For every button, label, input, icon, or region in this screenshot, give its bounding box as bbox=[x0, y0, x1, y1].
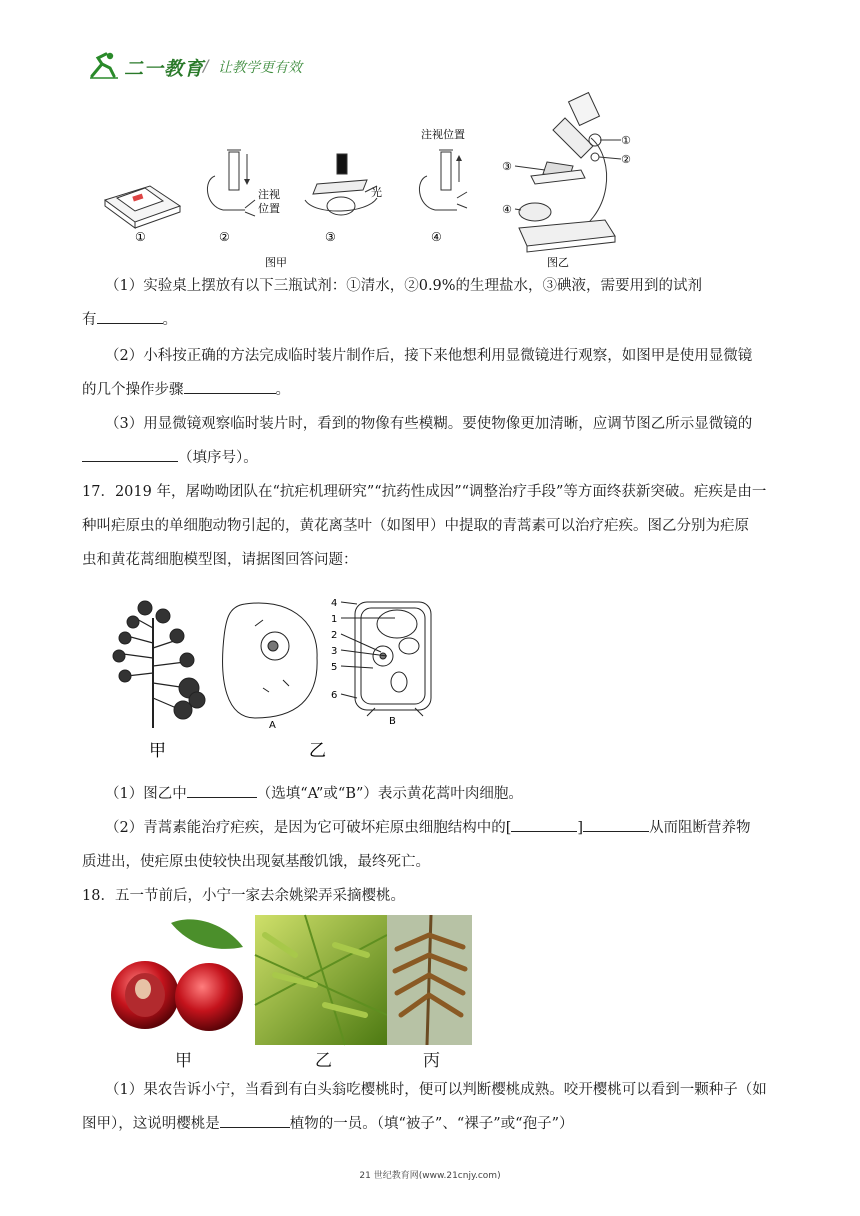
answer-blank[interactable] bbox=[187, 779, 257, 798]
answer-blank[interactable] bbox=[97, 305, 163, 324]
q18-line1: 18．五一节前后，小宁一家去余姚梁弄采摘樱桃。 bbox=[82, 888, 405, 904]
brand-name: 二一教育 bbox=[124, 58, 205, 80]
q17-part2-line1: （2）青蒿素能治疗疟疾，是因为它可破坏疟原虫细胞结构中的[ ] 从而阻断营养物 bbox=[105, 812, 825, 845]
cell-label: 3 bbox=[331, 646, 338, 657]
cell-b-illustration bbox=[355, 602, 431, 716]
figure-label-yi: 乙 bbox=[309, 741, 326, 761]
q17-part1: （1）图乙中 （选填“A”或“B”）表示黄花蒿叶肉细胞。 bbox=[105, 778, 825, 811]
cell-label: 5 bbox=[331, 662, 338, 673]
q17-part2-line2: 质进出，使疟原虫使较快出现氨基酸饥饿，最终死亡。 bbox=[82, 854, 430, 870]
q16-part1-line1: （1）实验桌上摆放有以下三瓶试剂：①清水，②0.9%的生理盐水，③碘液，需要用到的试剂 bbox=[105, 278, 703, 294]
q18-part1-line1: （1）果农告诉小宁，当看到有白头翁吃樱桃时，便可以判断樱桃成熟。咬开樱桃可以看到一颗种子（如 bbox=[105, 1082, 767, 1098]
microscope-callout: ① bbox=[621, 134, 631, 147]
microscope-callout: ③ bbox=[502, 160, 512, 173]
cell-label: 1 bbox=[331, 614, 338, 625]
light-label: 光 bbox=[371, 186, 382, 199]
figure-caption-jia: 图甲 bbox=[265, 256, 287, 269]
cell-label: 4 bbox=[331, 598, 338, 609]
brand-slogan: 让教学更有效 bbox=[218, 60, 302, 76]
step1-slide-illustration bbox=[105, 186, 180, 228]
q16-part2-line1: （2）小科按正确的方法完成临时装片制作后，接下来他想利用显微镜进行观察，如图甲是使用显微镜 bbox=[105, 348, 753, 364]
fern-photo bbox=[255, 915, 387, 1045]
step-number: ④ bbox=[431, 230, 442, 244]
plant-photos bbox=[105, 915, 472, 1045]
microscope-figure bbox=[95, 88, 631, 273]
q16-part3-line2: （填序号）。 bbox=[82, 442, 802, 475]
cell-a-illustration bbox=[223, 603, 318, 718]
answer-blank[interactable] bbox=[220, 1109, 290, 1128]
watch-position-top-label: 注视位置 bbox=[421, 128, 465, 141]
microscope-callout: ② bbox=[621, 153, 631, 166]
step4-focus-illustration bbox=[419, 150, 467, 210]
answer-blank[interactable] bbox=[82, 443, 178, 462]
cell-label: 6 bbox=[331, 690, 338, 701]
q16-part1-line2: 有 。 bbox=[82, 304, 802, 337]
cell-figure bbox=[105, 588, 445, 768]
cell-a-letter: A bbox=[269, 720, 276, 731]
fern-underside-photo bbox=[387, 915, 472, 1045]
microscope-illustration bbox=[519, 93, 615, 252]
artemisia-plant-illustration bbox=[113, 601, 205, 728]
q17-line1: 17．2019 年，屠呦呦团队在“抗疟机理研究”“抗药性成因”“调整治疗手段”等方面终获新突破。疟疾是由一 bbox=[82, 484, 767, 500]
figure-caption-yi: 图乙 bbox=[547, 256, 569, 269]
photo-labels bbox=[105, 1046, 472, 1070]
step-number: ① bbox=[135, 230, 146, 244]
watch-position-label: 位置 bbox=[258, 202, 280, 215]
step-number: ② bbox=[219, 230, 230, 244]
q18-photos bbox=[105, 915, 472, 1045]
answer-blank[interactable] bbox=[511, 813, 577, 832]
step2-focus-illustration bbox=[207, 150, 255, 216]
cell-label: 2 bbox=[331, 630, 338, 641]
answer-blank[interactable] bbox=[184, 375, 276, 394]
step-number: ③ bbox=[325, 230, 336, 244]
cell-b-letter: B bbox=[389, 716, 396, 727]
microscope-callout: ④ bbox=[502, 203, 512, 216]
q18-part1-line2: 图甲），这说明樱桃是 植物的一员。（填“被子”、“裸子”或“孢子”） bbox=[82, 1108, 822, 1141]
figure-label-jia: 甲 bbox=[149, 741, 166, 761]
q17-line2: 种叫疟原虫的单细胞动物引起的，黄花离茎叶（如图甲）中提取的青蒿素可以治疗疟疾。图乙分别为疟原 bbox=[82, 518, 749, 534]
photo-label-jia: 甲 bbox=[175, 1051, 192, 1071]
runner-logo-icon bbox=[88, 50, 122, 80]
cherry-photo bbox=[105, 915, 255, 1045]
watch-position-label: 注视 bbox=[258, 188, 280, 201]
q17-line3: 虫和黄花蒿细胞模型图，请据图回答问题： bbox=[82, 552, 358, 568]
answer-blank[interactable] bbox=[583, 813, 649, 832]
page-footer: 21 世纪教育网(www.21cnjy.com) bbox=[359, 1171, 501, 1181]
q16-part2-line2: 的几个操作步骤 。 bbox=[82, 374, 802, 407]
photo-label-yi: 乙 bbox=[315, 1051, 332, 1071]
header-divider: / bbox=[203, 56, 209, 75]
step3-light-illustration bbox=[305, 154, 377, 215]
q16-part3-line1: （3）用显微镜观察临时装片时，看到的物像有些模糊。要使物像更加清晰，应调节图乙所示显微镜的 bbox=[105, 416, 753, 432]
photo-label-bing: 丙 bbox=[423, 1051, 440, 1071]
page-header bbox=[88, 48, 388, 84]
